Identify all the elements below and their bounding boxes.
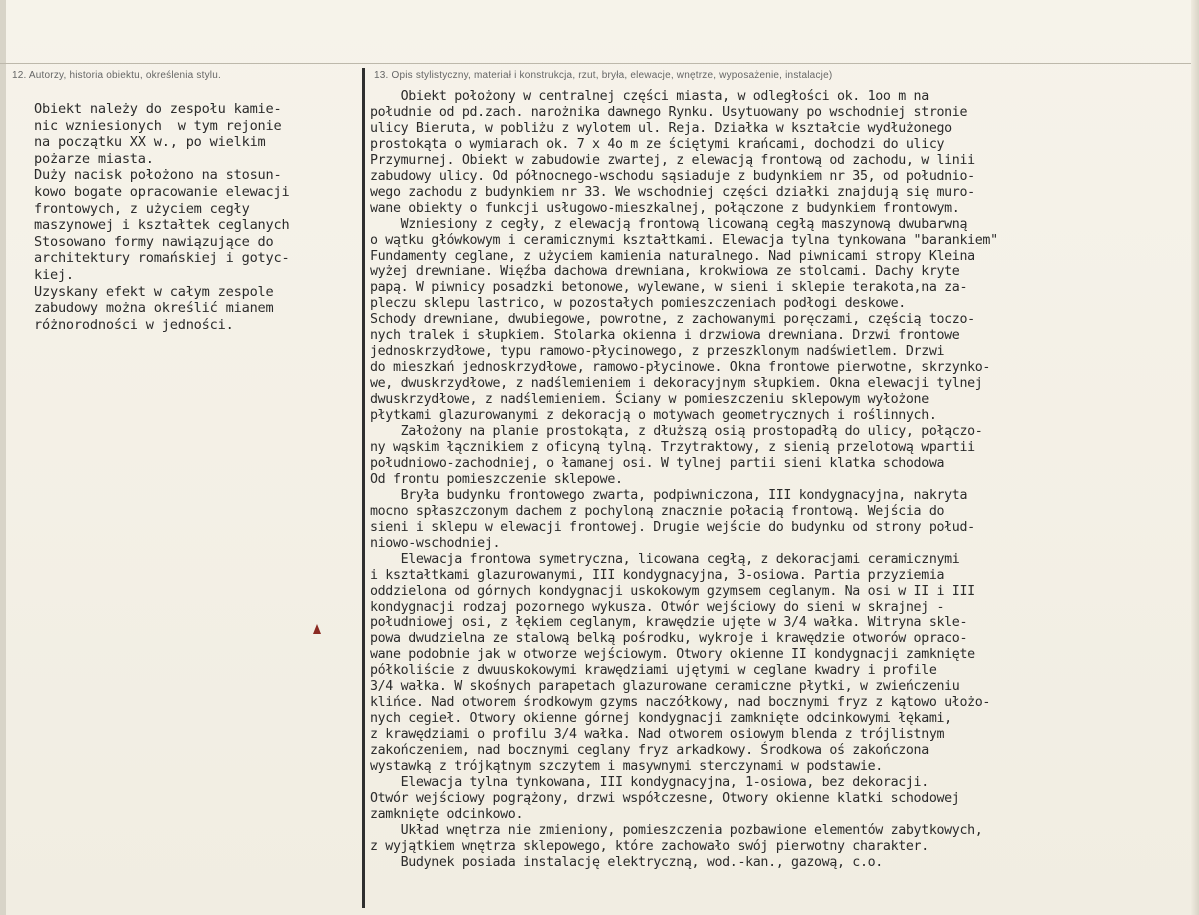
text-line: płytkami glazurowanymi z dekoracją o motywach geometrycznych i roślinnych. — [370, 408, 937, 424]
section-13-text — [370, 89, 998, 871]
text-line: Schody drewniane, dwubiegowe, powrotne, z zachowanymi poręczami, częścią toczo- — [370, 312, 975, 328]
text-line: nic wzniesionych w tym rejonie — [34, 117, 282, 134]
text-line: wystawką z trójkątnym szczytem i masywnymi sterczynami w podstawie. — [370, 759, 883, 775]
text-line: klińce. Nad otworem środkowym gzyms naczółkowy, nad bocznymi fryz z kątowo ułożo- — [370, 695, 991, 711]
text-line: frontowych, z użyciem cegły — [34, 200, 250, 217]
text-line: Stosowano formy nawiązujące do — [34, 233, 274, 250]
text-line: oddzielona od górnych kondygnacji uskokowym gzymsem ceglanym. Na osi w II i III — [370, 583, 975, 599]
text-line: Bryła budynku frontowego zwarta, podpiwniczona, III kondygnacyjna, nakryta — [370, 487, 968, 503]
text-line: ulicy Bieruta, w pobliżu z wylotem ul. Reja. Działka w kształcie wydłużonego — [370, 120, 952, 136]
text-line: wego zachodu z budynkiem nr 33. We wschodniej części działki znajdują się muro- — [370, 184, 975, 200]
text-line: 3/4 wałka. W skośnych parapetach glazurowane ceramiczne płytki, w zwieńczeniu — [370, 679, 960, 695]
column-divider — [362, 68, 365, 908]
text-line: nych cegieł. Otwory okienne górnej kondygnacji zamknięte odcinkowymi łękami, — [370, 711, 952, 727]
text-line: różnorodności w jedności. — [34, 316, 234, 333]
text-line: pożarze miasta. — [34, 150, 154, 167]
text-line: mocno spłaszczonym dachem z pochyloną znacznie połacią frontową. Wejścia do — [370, 503, 945, 519]
section-12-text — [34, 101, 290, 333]
text-line: Od frontu pomieszczenie sklepowe. — [370, 471, 623, 487]
text-line: zakończeniem, nad bocznymi ceglany fryz arkadkowy. Środkowa oś zakończona — [370, 743, 929, 759]
top-rule — [0, 63, 1199, 64]
text-line: zabudowy można określić mianem — [34, 300, 274, 317]
text-line: prostokąta o wymiarach ok. 7 x 4o m ze ściętymi krańcami, dochodzi do ulicy — [370, 136, 945, 152]
text-line: maszynowej i kształtek ceglanych — [34, 217, 290, 234]
text-line: we, dwuskrzydłowe, z nadślemieniem i dekoracyjnym słupkiem. Okna elewacji tylnej — [370, 376, 983, 392]
text-line: południe od pd.zach. narożnika dawnego Rynku. Usytuowany po wschodniej stronie — [370, 104, 968, 120]
section-12-header: 12. Autorzy, historia obiektu, określenia stylu. — [12, 70, 221, 81]
text-line: kondygnacji rodzaj pozornego wykusza. Otwór wejściowy do sieni w skrajnej - — [370, 599, 945, 615]
text-line: dwuskrzydłowe, z nadślemieniem. Ściany w pomieszczeniu sklepowym wyłożone — [370, 392, 929, 408]
text-line: Układ wnętrza nie zmieniony, pomieszczenia pozbawione elementów zabytkowych, — [370, 822, 983, 838]
text-line: zamknięte odcinkowo. — [370, 806, 524, 822]
section-13-header: 13. Opis stylistyczny, materiał i konstrukcja, rzut, bryła, elewacje, wnętrze, wyposażenie, instalacje) — [374, 70, 833, 81]
text-line: niowo-wschodniej. — [370, 535, 501, 551]
text-line: jednoskrzydłowe, typu ramowo-płycinowego, z przeszklonym nadświetlem. Drzwi — [370, 344, 945, 360]
text-line: Obiekt należy do zespołu kamie- — [34, 101, 282, 117]
text-line: Założony na planie prostokąta, z dłuższą osią prostopadłą do ulicy, połączo- — [370, 424, 983, 440]
text-line: sieni i sklepu w elewacji frontowej. Drugie wejście do budynku od strony połud- — [370, 519, 975, 535]
text-line: Elewacja frontowa symetryczna, licowana cegłą, z dekoracjami ceramicznymi — [370, 551, 960, 567]
page-edge-right — [1191, 0, 1199, 915]
text-line: o wątku główkowym i ceramicznymi kształtkami. Elewacja tylna tynkowana "barankiem" — [370, 232, 998, 248]
text-line: z krawędziami o profilu 3/4 wałka. Nad otworem osiowym blenda z trójlistnym — [370, 727, 945, 743]
red-ink-mark — [313, 624, 321, 634]
text-line: półkoliście z dwuuskokowymi krawędziami ujętymi w ceglane kwadry i profile — [370, 663, 937, 679]
text-line: kiej. — [34, 266, 74, 283]
text-line: wane podobnie jak w otworze wejściowym. Otwory okienne II kondygnacji zamknięte — [370, 647, 975, 663]
text-line: z wyjątkiem wnętrza sklepowego, które zachowało swój pierwotny charakter. — [370, 838, 929, 854]
text-line: Wzniesiony z cegły, z elewacją frontową licowaną cegłą maszynową dwubarwną — [370, 216, 968, 232]
text-line: Otwór wejściowy pogrążony, drzwi współczesne, Otwory okienne klatki schodowej — [370, 790, 960, 806]
text-line: Budynek posiada instalację elektryczną, wod.-kan., gazową, c.o. — [370, 854, 883, 870]
text-line: Fundamenty ceglane, z użyciem kamienia naturalnego. Nad piwnicami stropy Kleina — [370, 248, 975, 264]
page-edge-left — [0, 0, 6, 915]
text-line: Duży nacisk położono na stosun- — [34, 167, 282, 184]
text-line: nych tralek i słupkiem. Stolarka okienna i drzwiowa drewniana. Drzwi frontowe — [370, 328, 960, 344]
text-line: pleczu sklepu lastrico, w pozostałych pomieszczeniach podłogi deskowe. — [370, 296, 906, 312]
text-line: architektury romańskiej i gotyc- — [34, 250, 290, 267]
text-line: papą. W piwnicy posadzki betonowe, wylewane, w sieni i sklepie terakota,na za- — [370, 280, 968, 296]
text-line: Elewacja tylna tynkowana, III kondygnacyjna, 1-osiowa, bez dekoracji. — [370, 774, 929, 790]
text-line: Obiekt położony w centralnej części miasta, w odległości ok. 1oo m na — [370, 89, 929, 104]
text-line: południowej osi, z łękiem ceglanym, krawędzie ujęte w 3/4 wałka. Witryna skle- — [370, 615, 968, 631]
text-line: południowo-zachodniej, o łamanej osi. W tylnej partii sieni klatka schodowa — [370, 455, 945, 471]
text-line: powa dwudzielna ze stalową belką pośrodku, wykroje i krawędzie otworów opraco- — [370, 631, 968, 647]
text-line: Uzyskany efekt w całym zespole — [34, 283, 274, 300]
text-line: do mieszkań jednoskrzydłowe, ramowo-płycinowe. Okna frontowe pierwotne, skrzynko- — [370, 360, 991, 376]
text-line: kowo bogate opracowanie elewacji — [34, 183, 290, 200]
text-line: ny wąskim łącznikiem z oficyną tylną. Trzytraktowy, z sienią przelotową wpartii — [370, 439, 975, 455]
text-line: zabudowy ulicy. Od północnego-wschodu sąsiaduje z budynkiem nr 35, od południo- — [370, 168, 975, 184]
text-line: Przymurnej. Obiekt w zabudowie zwartej, z elewacją frontową od zachodu, w linii — [370, 152, 975, 168]
text-line: wyżej drewniane. Więźba dachowa drewniana, krokwiowa ze stolcami. Dachy kryte — [370, 264, 960, 280]
text-line: i kształtkami glazurowanymi, III kondygnacyjna, 3-osiowa. Partia przyziemia — [370, 567, 945, 583]
text-line: na początku XX w., po wielkim — [34, 134, 266, 151]
text-line: wane obiekty o funkcji usługowo-mieszkalnej, połączone z budynkiem frontowym. — [370, 200, 960, 216]
